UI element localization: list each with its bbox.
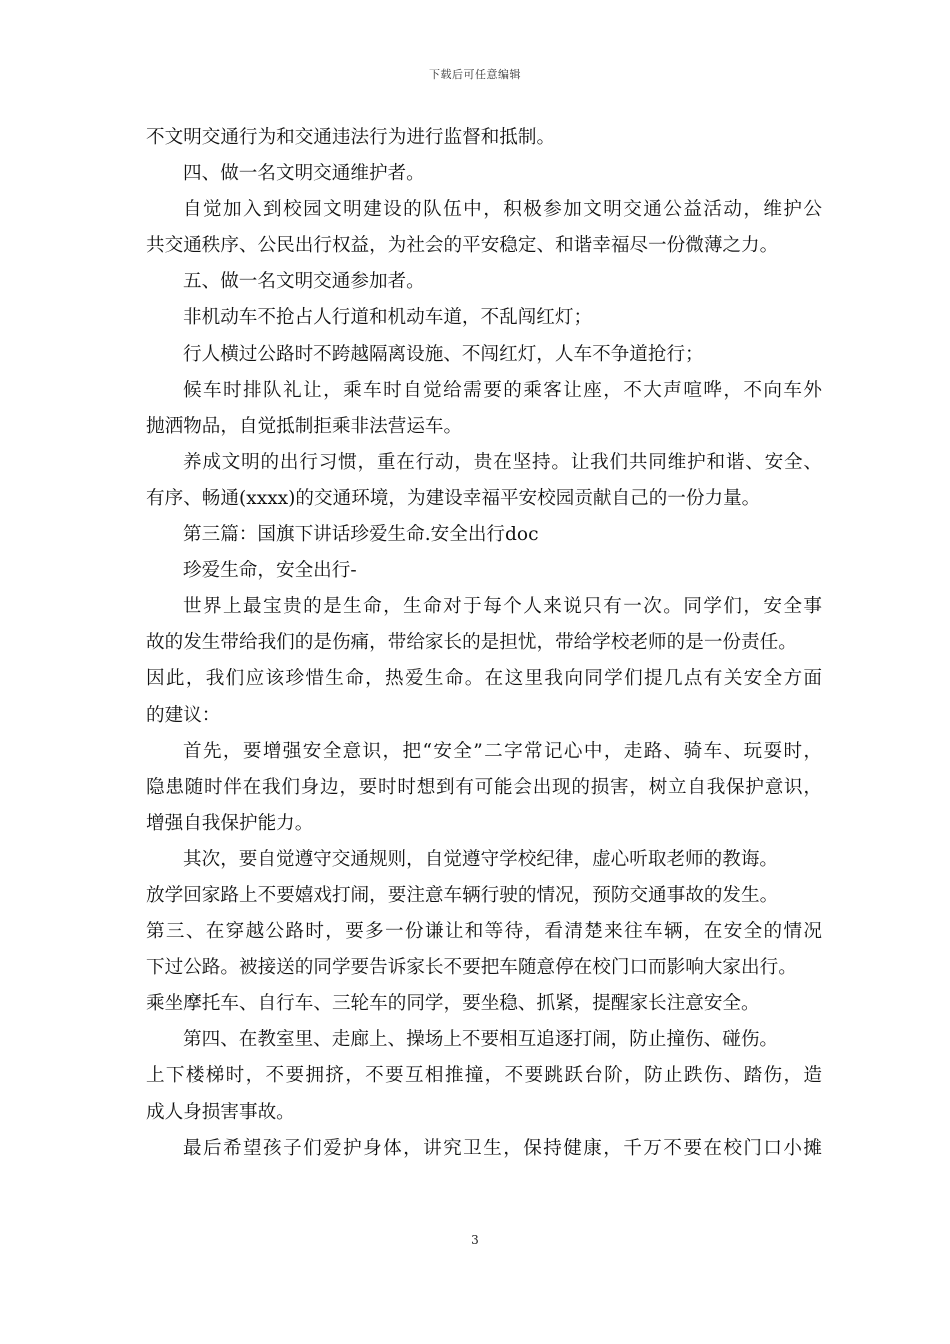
- text-line: 五、做一名文明交通参加者。: [183, 271, 425, 293]
- text-line: 上下楼梯时，不要拥挤，不要互相推撞，不要跳跃台阶，防止跌伤、踏伤，造: [146, 1065, 822, 1087]
- text-line: 第三篇：国旗下讲话珍爱生命.安全出行doc: [183, 524, 539, 546]
- text-line: 下过公路。被接送的同学要告诉家长不要把车随意停在校门口而影响大家出行。: [146, 957, 797, 979]
- text-line: 最后希望孩子们爱护身体，讲究卫生，保持健康，千万不要在校门口小摊: [183, 1137, 822, 1159]
- text-line: 因此，我们应该珍惜生命，热爱生命。在这里我向同学们提几点有关安全方面: [146, 668, 822, 690]
- text-line: 第四、在教室里、走廊上、操场上不要相互追逐打闹，防止撞伤、碰伤。: [183, 1029, 779, 1051]
- page-header: 下载后可任意编辑: [429, 68, 521, 81]
- text-line: 隐患随时伴在我们身边，要时时想到有可能会出现的损害，树立自我保护意识，: [146, 776, 822, 798]
- page-number: 3: [471, 1233, 479, 1247]
- text-line: 故的发生带给我们的是伤痛，带给家长的是担忧，带给学校老师的是一份责任。: [146, 632, 797, 654]
- text-line: 乘坐摩托车、自行车、三轮车的同学，要坐稳、抓紧，提醒家长注意安全。: [146, 993, 760, 1015]
- text-line: 非机动车不抢占人行道和机动车道，不乱闯红灯；: [183, 307, 593, 329]
- text-line: 成人身损害事故。: [146, 1101, 295, 1123]
- text-line: 不文明交通行为和交通违法行为进行监督和抵制。: [146, 127, 556, 148]
- text-line: 共交通秩序、公民出行权益，为社会的平安稳定、和谐幸福尽一份微薄之力。: [146, 235, 779, 257]
- text-line: 珍爱生命，安全出行-: [183, 560, 357, 582]
- text-line: 有序、畅通(xxxx)的交通环境，为建设幸福平安校园贡献自己的一份力量。: [146, 487, 761, 509]
- document-body: [146, 120, 822, 1167]
- text-line: 养成文明的出行习惯，重在行动，贵在坚持。让我们共同维护和谐、安全、: [183, 451, 822, 473]
- text-line: 抛洒物品，自觉抵制拒乘非法营运车。: [146, 415, 463, 437]
- text-line: 自觉加入到校园文明建设的队伍中，积极参加文明交通公益活动，维护公: [183, 199, 822, 221]
- text-line: 首先，要增强安全意识，把“安全”二字常记心中，走路、骑车、玩耍时，: [183, 740, 822, 762]
- text-line: 增强自我保护能力。: [146, 812, 314, 834]
- text-line: 世界上最宝贵的是生命，生命对于每个人来说只有一次。同学们，安全事: [183, 596, 822, 618]
- text-line: 其次，要自觉遵守交通规则，自觉遵守学校纪律，虚心听取老师的教诲。: [183, 848, 779, 870]
- text-line: 候车时排队礼让，乘车时自觉给需要的乘客让座，不大声喧哗，不向车外: [183, 379, 822, 401]
- text-line: 行人横过公路时不跨越隔离设施、不闯红灯，人车不争道抢行；: [183, 343, 704, 365]
- text-line: 放学回家路上不要嬉戏打闹，要注意车辆行驶的情况，预防交通事故的发生。: [146, 884, 779, 906]
- text-line: 四、做一名文明交通维护者。: [183, 163, 425, 185]
- text-line: 第三、在穿越公路时，要多一份谦让和等待，看清楚来往车辆，在安全的情况: [146, 921, 822, 943]
- text-line: 的建议：: [146, 704, 221, 726]
